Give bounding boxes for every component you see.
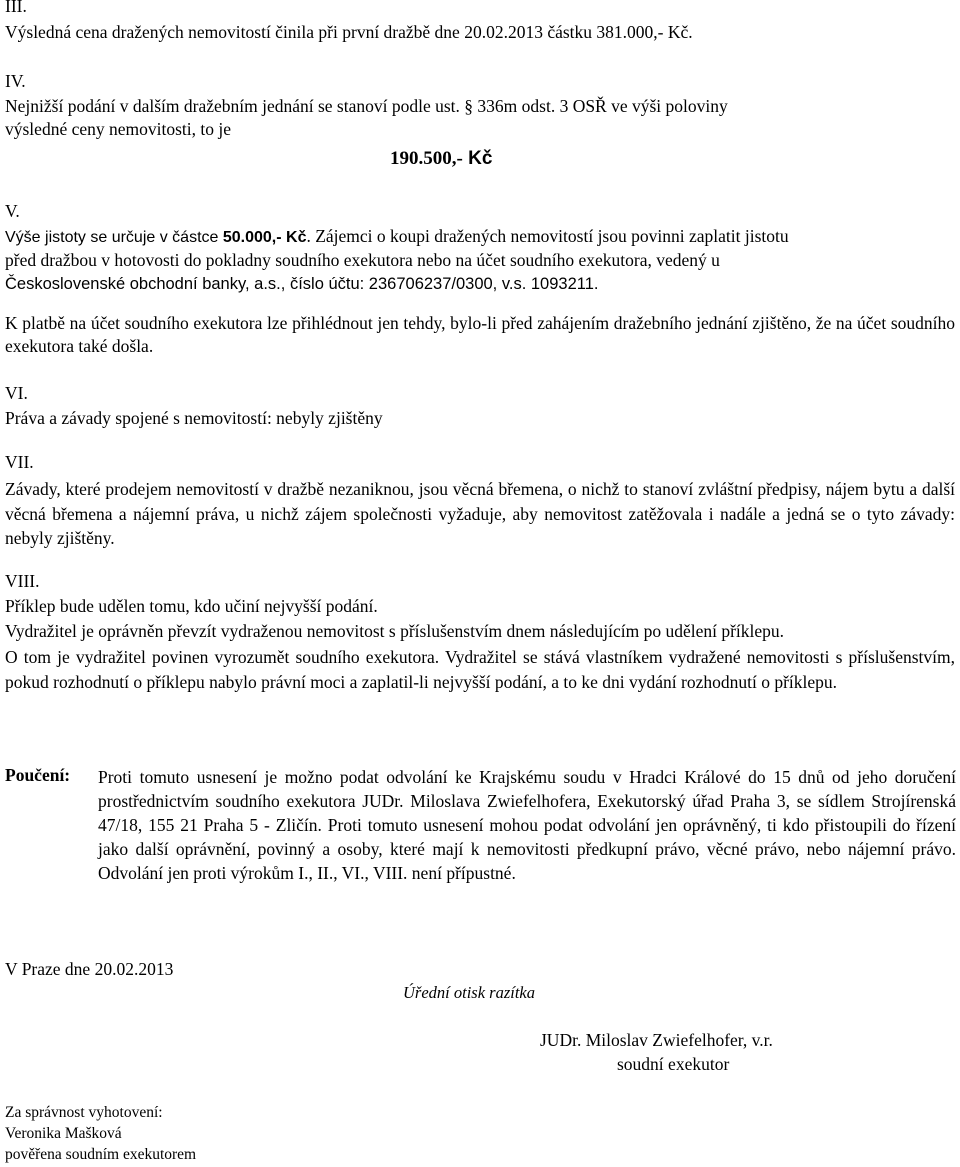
lowest-bid-amount: [390, 147, 492, 170]
deposit-amount: 50.000,- Kč: [222, 229, 307, 246]
place-date: V Praze dne 20.02.2013: [5, 959, 174, 979]
signer-name: JUDr. Miloslav Zwiefelhofer, v.r.: [540, 1030, 773, 1050]
section-viii-heading: VIII.: [5, 571, 40, 591]
certified-label: Za správnost vyhotovení:: [5, 1104, 163, 1121]
official-stamp-text: Úřední otisk razítka: [403, 983, 535, 1002]
signer-title: soudní exekutor: [617, 1054, 730, 1074]
section-v-line2: před dražbou v hotovosti do pokladny soudního exekutora nebo na účet soudního exekutora, vedený u: [5, 250, 720, 270]
deposit-rest: . Zájemci o koupi dražených nemovitostí jsou povinni zaplatit jistotu: [306, 226, 789, 246]
section-v-heading: V.: [5, 201, 20, 221]
section-v-line1: [5, 225, 789, 249]
section-viii-line2: Vydražitel je oprávněn převzít vydraženou nemovitost s příslušenstvím dnem následujícím po udělení příklepu.: [5, 621, 785, 641]
certified-name: Veronika Mašková: [5, 1125, 122, 1142]
deposit-lead: Výše jistoty se určuje v částce: [5, 229, 223, 246]
section-iv-heading: IV.: [5, 71, 26, 91]
lowest-bid-currency: Kč: [462, 148, 493, 169]
section-v-para2: K platbě na účet soudního exekutora lze přihlédnout jen tehdy, bylo-li před zahájením dražebního jednání zjištěno, že na účet soudního exekutora také došla.: [5, 313, 955, 356]
section-iv-line2: výsledné ceny nemovitosti, to je: [5, 119, 231, 139]
section-iii-heading: III.: [5, 0, 27, 16]
section-iii-text: Výsledná cena dražených nemovitostí činila při první dražbě dne 20.02.2013 částku 381.000,- Kč.: [5, 22, 693, 42]
section-v-line3: Československé obchodní banky, a.s., číslo účtu: 236706237/0300, v.s. 1093211.: [5, 275, 599, 293]
section-vi-heading: VI.: [5, 383, 28, 403]
section-viii-line1: Příklep bude udělen tomu, kdo učiní nejvyšší podání.: [5, 596, 378, 616]
section-viii-para3: O tom je vydražitel povinen vyrozumět soudního exekutora. Vydražitel se stává vlastníkem vydražené nemovitosti s příslušenstvím, pokud rozhodnutí o příklepu nabylo právní moci a zaplatil-li nejvyšší podání, a to ke dni vydání rozhodnutí o příklepu.: [5, 647, 955, 692]
lowest-bid-number: 190.500,-: [390, 148, 463, 169]
section-vii-heading: VII.: [5, 452, 34, 472]
section-iv-line1: Nejnižší podání v dalším dražebním jednání se stanoví podle ust. § 336m odst. 3 OSŘ ve výši poloviny: [5, 96, 728, 116]
certified-role: pověřena soudním exekutorem: [5, 1146, 197, 1163]
section-vi-text: Práva a závady spojené s nemovitostí: nebyly zjištěny: [5, 408, 383, 428]
pouceni-label: Poučení:: [5, 765, 71, 785]
pouceni-text: Proti tomuto usnesení je možno podat odvolání ke Krajskému soudu v Hradci Králové do 15 dnů od jeho doručení prostřednictvím soudního exekutora JUDr. Miloslava Zwiefelhofera, Exekutorský úřad Praha 3, se sídlem Strojírenská 47/18, 155 21 Praha 5 - Zličín. Proti tomuto usnesení mohou podat odvolání jen oprávněný, ti kdo přistoupili do řízení jako další oprávnění, povinný a osoby, které mají k nemovitosti předkupní právo, věcné právo, nebo nájemní právo. Odvolání jen proti výrokům I., II., VI., VIII. není přípustné.: [98, 767, 956, 883]
section-vii-text: Závady, které prodejem nemovitostí v dražbě nezaniknou, jsou věcná břemena, o nichž to stanoví zvláštní předpisy, nájem bytu a další věcná břemena a nájemní práva, u nichž zájem společnosti vyžaduje, aby nemovitost zatěžovala i nadále a jedná se o tyto závady: nebyly zjištěny.: [5, 479, 955, 548]
